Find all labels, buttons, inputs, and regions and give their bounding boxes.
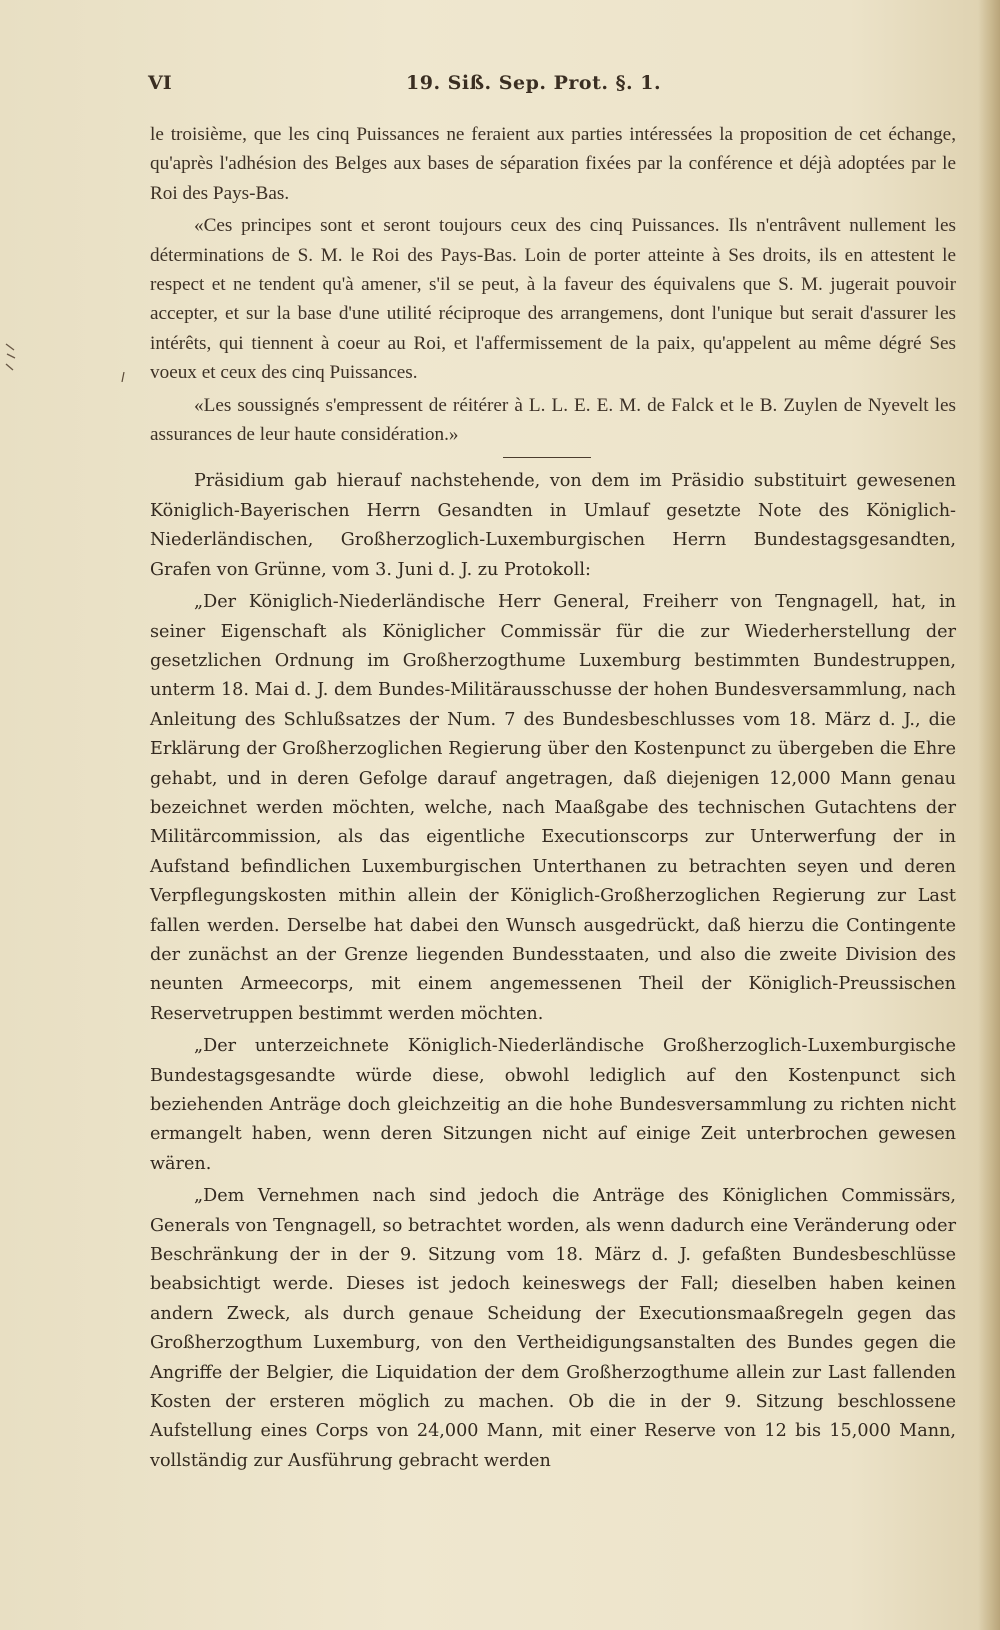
page-body: [150, 120, 956, 1476]
page-number: VI: [148, 72, 172, 94]
section-rule: [503, 457, 591, 458]
margin-tick-mark: [120, 372, 126, 382]
paragraph-french-2: [150, 211, 956, 387]
paragraph-text: „Der Königlich-Niederländische Herr General, Freiherr von Tengnagell, hat, in seiner Eigenschaft als Königlicher Commissär für die zur Wiederherstellung der gesetzlichen Ordnung im Großherzogthume Luxemburg bestimmten Bundestruppen, unterm 18. Mai d. J. dem Bundes-Militärausschusse der hohen Bundesversammlung, nach Anleitung des Schlußsatzes der Num. 7 des Bundesbeschlusses vom 18. März d. J., die Erklärung der Großherzoglichen Regierung über den Kostenpunct zu übergeben die Ehre gehabt, und in deren Gefolge darauf angetragen, daß diejenigen 12,000 Mann genau bezeichnet werden möchten, welche, nach Maaßgabe des technischen Gutachtens der Militärcommission, als das eigentliche Executionscorps zur Unterwerfung der in Aufstand befindlichen Luxemburgischen Unterthanen zu betrachten seyen und deren Verpflegungskosten mithin allein der Königlich-Großherzoglichen Regierung zur Last fallen werden. Derselbe hat dabei den Wunsch ausgedrückt, daß hierzu die Contingente der zunächst an der Grenze liegenden Bundesstaaten, und also die zweite Division des neunten Armeecorps, mit einem angemessenen Theil der Königlich-Preussischen Reservetruppen bestimmt werden möchten.: [150, 592, 956, 1024]
paragraph-text: «Les soussignés s'empressent de réitérer à L. L. E. E. M. de Falck et le B. Zuylen de Nyevelt les assurances de leur haute considération.»: [150, 394, 956, 446]
paragraph-german-2: [150, 588, 956, 1029]
paragraph-text: Präsidium gab hierauf nachstehende, von dem im Präsidio substituirt gewesenen Königlich-Bayerischen Herrn Gesandten in Umlauf gesetzte Note des Königlich-Niederländischen, Großherzoglich-Luxemburgischen Herrn Bundestagsgesandten, Grafen von Grünne, vom 3. Juni d. J. zu Protokoll:: [150, 471, 956, 580]
page-edge-shadow: [978, 0, 1000, 1630]
running-title: 19. Siß. Sep. Prot. §. 1.: [406, 72, 662, 94]
paragraph-french-3: [150, 391, 956, 450]
paragraph-text: „Der unterzeichnete Königlich-Niederländische Großherzoglich-Luxemburgische Bundestagsgesandte würde diese, obwohl lediglich auf den Kostenpunct sich beziehenden Anträge doch gleichzeitig an die hohe Bundesversammlung zu richten nicht ermangelt haben, wenn deren Sitzungen nicht auf einige Zeit unterbrochen gewesen wären.: [150, 1036, 956, 1174]
paragraph-text: «Ces principes sont et seront toujours ceux des cinq Puissances. Ils n'entrâvent nullement les déterminations de S. M. le Roi des Pays-Bas. Loin de porter atteinte à Ses droits, ils en attestent le respect et ne tendent qu'à amener, s'il se peut, à la faveur des équivalens que S. M. jugerait pouvoir accepter, et sur la base d'une utilité réciproque des arrangemens, dont l'unique but serait d'assurer les intérêts, qui tiennent à coeur au Roi, et l'affermissement de la paix, qu'appelent au même dégré Ses voeux et ceux des cinq Puissances.: [150, 215, 956, 384]
margin-pencil-mark: [4, 340, 18, 376]
paragraph-text: „Dem Vernehmen nach sind jedoch die Anträge des Königlichen Commissärs, Generals von Tengnagell, so betrachtet worden, als wenn dadurch eine Veränderung oder Beschränkung der in der 9. Sitzung vom 18. März d. J. gefaßten Bundesbeschlüsse beabsichtigt werde. Dieses ist jedoch keineswegs der Fall; dieselben haben keinen andern Zweck, als durch genaue Scheidung der Executionsmaaßregeln gegen das Großherzogthum Luxemburg, von den Vertheidigungsanstalten des Bundes gegen die Angriffe der Belgier, die Liquidation der dem Großherzogthume allein zur Last fallenden Kosten der ersteren möglich zu machen. Ob die in der 9. Sitzung beschlossene Aufstellung eines Corps von 24,000 Mann, mit einer Reserve von 12 bis 15,000 Mann, vollständig zur Ausführung gebracht werden: [150, 1186, 956, 1471]
page-header: [148, 72, 958, 98]
paragraph-text: le troisième, que les cinq Puissances ne feraient aux parties intéressées la proposition de cet échange, qu'après l'adhésion des Belges aux bases de séparation fixées par la conférence et déjà adoptées par le Roi des Pays-Bas.: [150, 124, 956, 204]
paragraph-french-1: [150, 120, 956, 208]
paragraph-german-1: [150, 467, 956, 585]
paragraph-german-3: [150, 1032, 956, 1179]
paragraph-german-4: [150, 1182, 956, 1476]
